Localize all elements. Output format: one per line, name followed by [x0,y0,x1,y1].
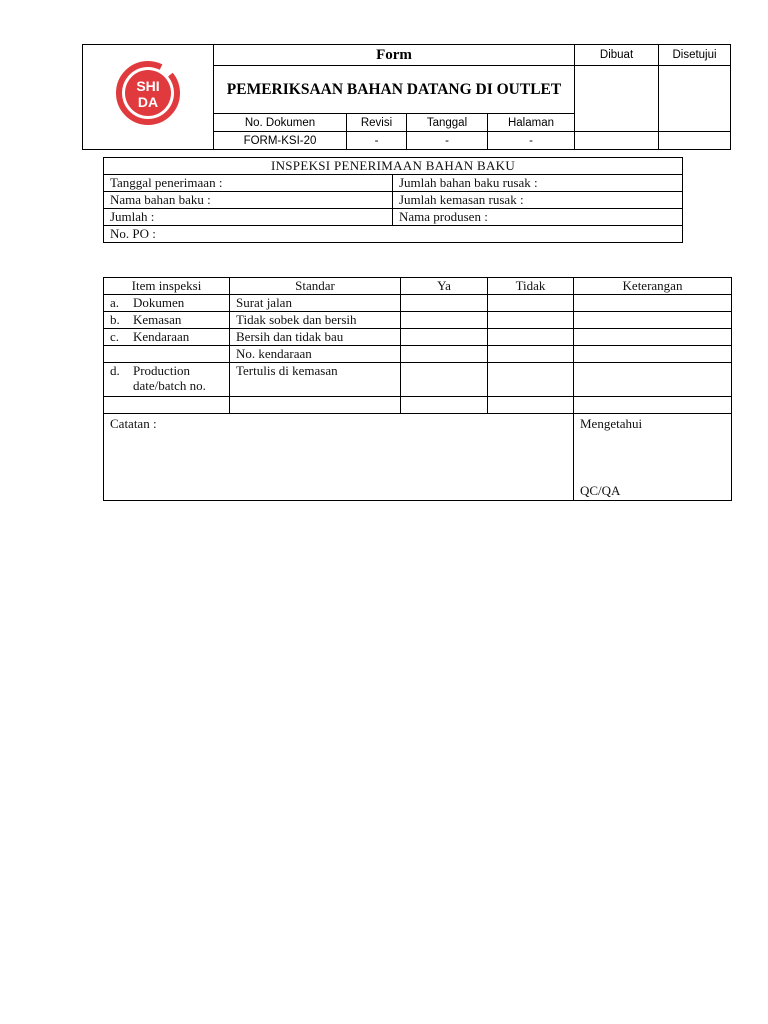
item-name-line2: date/batch no. [133,378,206,393]
keterangan-cell[interactable] [574,295,732,312]
column-header: Keterangan [574,278,732,295]
column-header: Item inspeksi [104,278,230,295]
table-row [104,329,732,346]
table-header-row [104,278,732,295]
disetujui-signature-cell[interactable] [659,66,731,132]
revisi-label: Revisi [347,114,407,132]
keterangan-cell[interactable] [574,329,732,346]
acknowledge-cell[interactable] [574,414,732,501]
tanggal-value: - [407,132,488,150]
mengetahui-label: Mengetahui [580,416,643,431]
item-letter: a. [110,295,120,310]
svg-text:DA: DA [137,94,159,110]
disetujui-label: Disetujui [659,45,731,66]
no-po-field[interactable]: No. PO : [104,226,683,243]
standard-text: No. kendaraan [230,346,401,363]
keterangan-cell[interactable] [574,363,732,397]
form-title: PEMERIKSAAN BAHAN DATANG DI OUTLET [214,66,575,114]
catatan-field[interactable] [104,414,574,501]
logo-cell [83,45,214,150]
nama-produsen-field[interactable]: Nama produsen : [393,209,683,226]
item-letter: d. [110,363,120,378]
inspection-title: INSPEKSI PENERIMAAN BAHAN BAKU [104,158,683,175]
disetujui-date-cell[interactable] [659,132,731,150]
no-dokumen-label: No. Dokumen [214,114,347,132]
column-header: Standar [230,278,401,295]
tidak-check-cell[interactable] [488,312,574,329]
catatan-label: Catatan : [110,416,157,431]
standard-text: Tertulis di kemasan [230,363,401,397]
table-row-empty [104,397,732,414]
tidak-check-cell[interactable] [488,346,574,363]
item-name: Dokumen [133,295,185,310]
jumlah-kemasan-rusak-field[interactable]: Jumlah kemasan rusak : [393,192,683,209]
standard-text: Surat jalan [230,295,401,312]
tanggal-penerimaan-field[interactable]: Tanggal penerimaan : [104,175,393,192]
dibuat-signature-cell[interactable] [575,66,659,132]
halaman-value: - [488,132,575,150]
shida-logo [83,45,213,145]
halaman-label: Halaman [488,114,575,132]
standard-text: Bersih dan tidak bau [230,329,401,346]
item-letter: b. [110,312,120,327]
column-header: Ya [401,278,488,295]
column-header: Tidak [488,278,574,295]
ya-check-cell[interactable] [401,329,488,346]
table-row [104,363,732,397]
svg-text:SHI: SHI [136,78,160,94]
table-row [104,312,732,329]
empty-cell[interactable] [401,397,488,414]
ya-check-cell[interactable] [401,295,488,312]
standard-text: Tidak sobek dan bersih [230,312,401,329]
empty-cell[interactable] [574,397,732,414]
document-header [82,44,731,150]
empty-cell[interactable] [488,397,574,414]
empty-cell[interactable] [104,397,230,414]
dibuat-label: Dibuat [575,45,659,66]
inspection-info-table [103,157,683,243]
tidak-check-cell[interactable] [488,295,574,312]
tidak-check-cell[interactable] [488,363,574,397]
notes-row [104,414,732,501]
tanggal-label: Tanggal [407,114,488,132]
table-row [104,346,732,363]
keterangan-cell[interactable] [574,312,732,329]
item-name: Kendaraan [133,329,190,344]
ya-check-cell[interactable] [401,312,488,329]
form-label: Form [214,45,575,66]
revisi-value: - [347,132,407,150]
inspection-items-table [103,277,732,501]
ya-check-cell[interactable] [401,346,488,363]
empty-cell[interactable] [230,397,401,414]
tidak-check-cell[interactable] [488,329,574,346]
item-name-line1: Production [133,363,191,378]
ya-check-cell[interactable] [401,363,488,397]
jumlah-field[interactable]: Jumlah : [104,209,393,226]
qcqa-label: QC/QA [580,483,621,498]
empty-item-cell [104,346,230,363]
no-dokumen-value: FORM-KSI-20 [214,132,347,150]
table-row [104,295,732,312]
keterangan-cell[interactable] [574,346,732,363]
dibuat-date-cell[interactable] [575,132,659,150]
item-name: Kemasan [133,312,182,327]
nama-bahan-field[interactable]: Nama bahan baku : [104,192,393,209]
item-letter: c. [110,329,120,344]
jumlah-rusak-field[interactable]: Jumlah bahan baku rusak : [393,175,683,192]
